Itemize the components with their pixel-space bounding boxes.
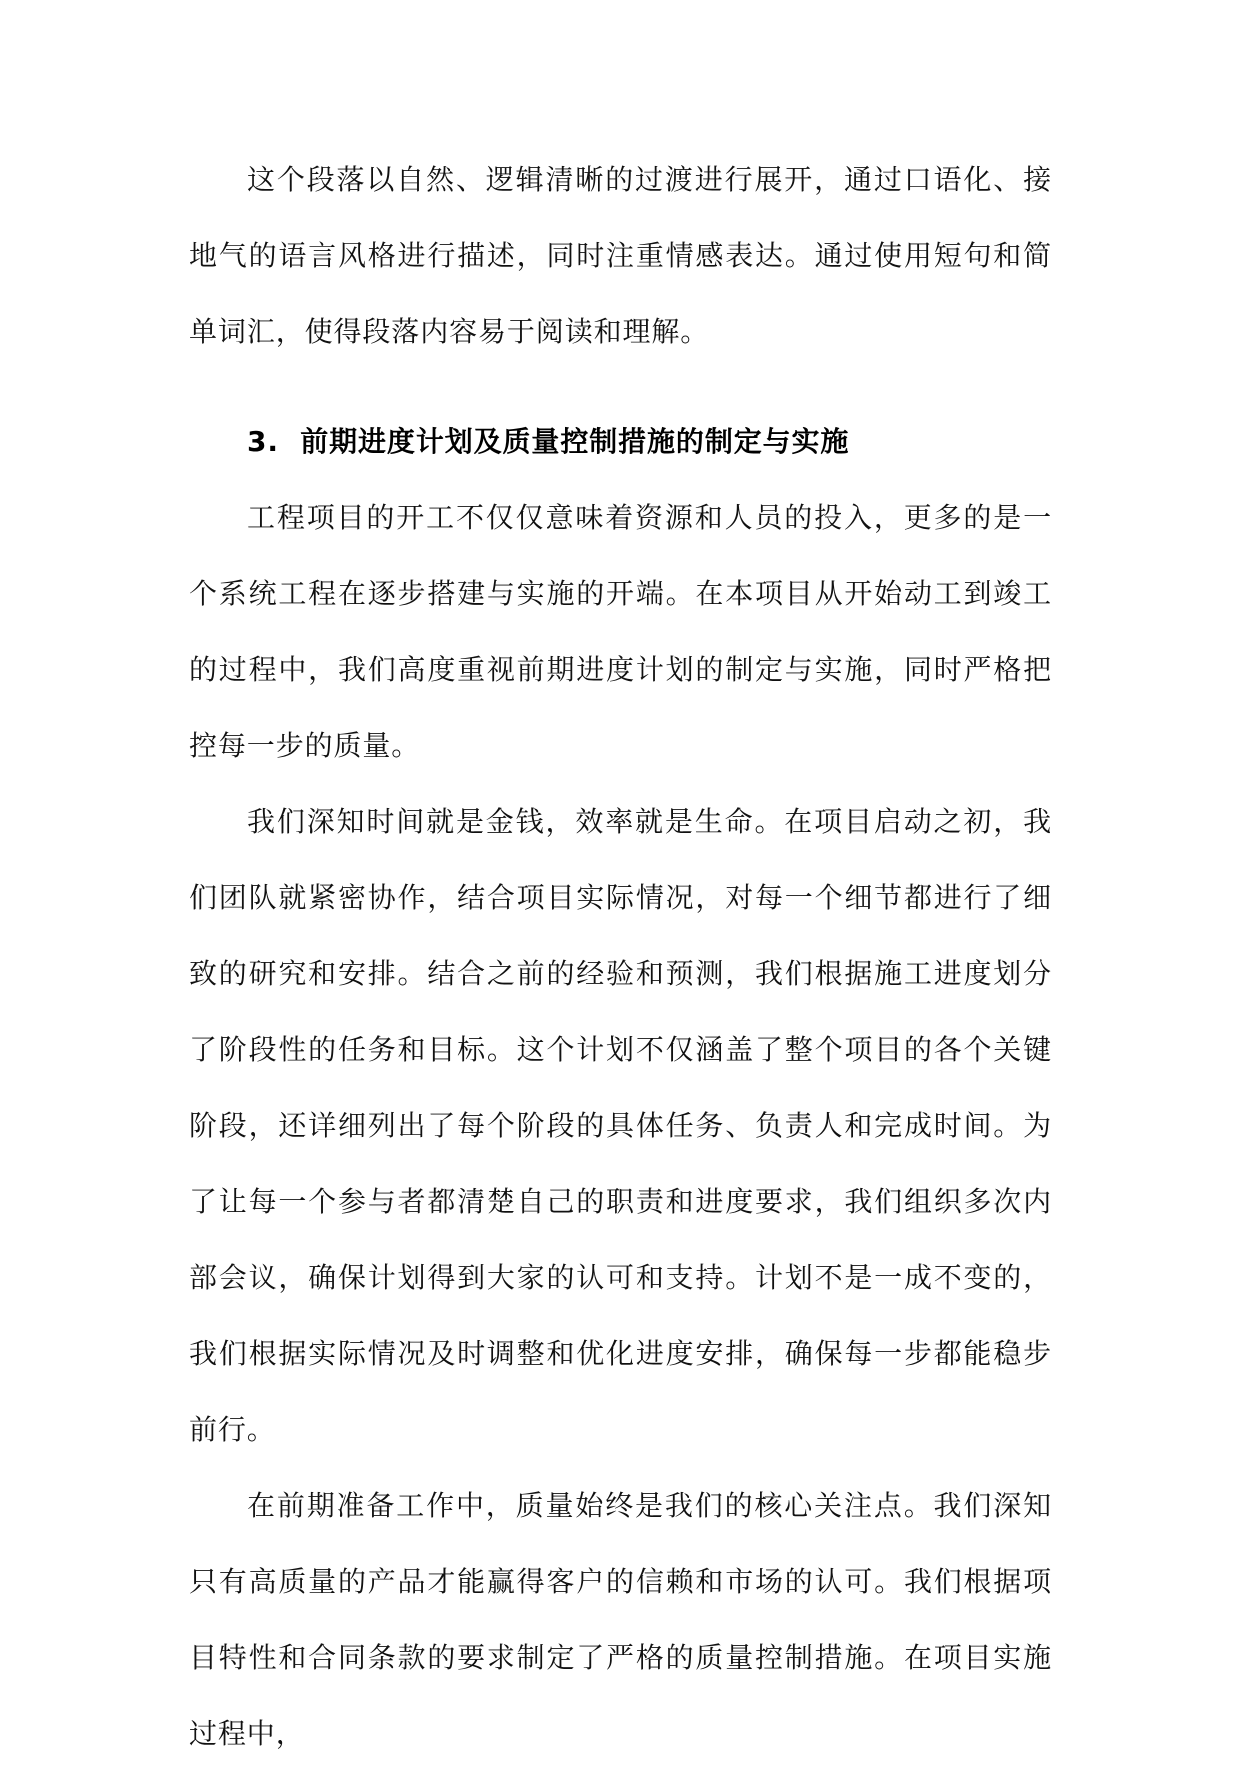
body-paragraph-1: 工程项目的开工不仅仅意味着资源和人员的投入，更多的是一个系统工程在逐步搭建与实施的开端。在本项目从开始动工到竣工的过程中，我们高度重视前期进度计划的制定与实施，同时严格把控每一步的质量。	[189, 501, 1052, 762]
section-heading	[189, 404, 1052, 480]
body-paragraph-2: 我们深知时间就是金钱，效率就是生命。在项目启动之初，我们团队就紧密协作，结合项目实际情况，对每一个细节都进行了细致的研究和安排。结合之前的经验和预测，我们根据施工进度划分了阶段性的任务和目标。这个计划不仅涵盖了整个项目的各个关键阶段，还详细列出了每个阶段的具体任务、负责人和完成时间。为了让每一个参与者都清楚自己的职责和进度要求，我们组织多次内部会议，确保计划得到大家的认可和支持。计划不是一成不变的，我们根据实际情况及时调整和优化进度安排，确保每一步都能稳步前行。	[189, 805, 1052, 1446]
body-paragraph-3: 在前期准备工作中，质量始终是我们的核心关注点。我们深知只有高质量的产品才能赢得客户的信赖和市场的认可。我们根据项目特性和合同条款的要求制定了严格的质量控制措施。在项目实施过程中，	[189, 1489, 1052, 1750]
document-body	[189, 142, 1052, 1772]
intro-paragraph: 这个段落以自然、逻辑清晰的过渡进行展开，通过口语化、接地气的语言风格进行描述，同时注重情感表达。通过使用短句和简单词汇，使得段落内容易于阅读和理解。	[189, 163, 1052, 348]
section-spacer	[189, 370, 1052, 404]
section-number: 3.	[247, 425, 279, 458]
section-title: 前期进度计划及质量控制措施的制定与实施	[300, 425, 850, 458]
